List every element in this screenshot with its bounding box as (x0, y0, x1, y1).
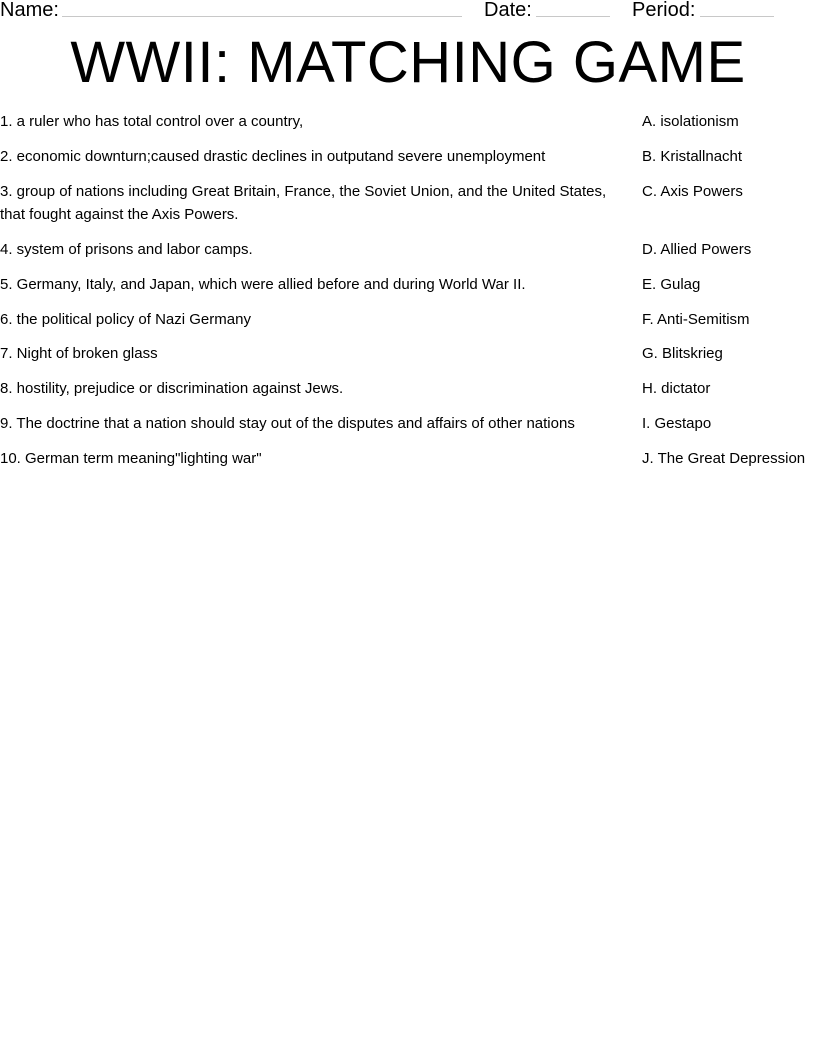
clue-2: 2. economic downturn;caused drastic declines in outputand severe unemployment (0, 148, 546, 165)
clue-3: 3. group of nations including Great Britain, France, the Soviet Union, and the United States, that fought against the Axis Powers. (0, 183, 607, 223)
student-info-header (0, 0, 816, 23)
clue-6: 6. the political policy of Nazi Germany (0, 311, 251, 328)
period-blank-line[interactable] (700, 16, 774, 17)
answer-f: F. Anti-Semitism (642, 311, 750, 328)
answer-i: I. Gestapo (642, 415, 712, 432)
answer-h: H. dictator (642, 380, 711, 397)
date-label: Date: (484, 0, 532, 21)
answer-c: C. Axis Powers (642, 183, 743, 200)
page-title: WWII: MATCHING GAME (70, 30, 746, 95)
clue-9: 9. The doctrine that a nation should stay out of the disputes and affairs of other nations (0, 415, 575, 432)
answer-b: B. Kristallnacht (642, 148, 743, 165)
date-blank-line[interactable] (536, 16, 610, 17)
clue-1: 1. a ruler who has total control over a country, (0, 113, 304, 130)
name-label: Name: (0, 0, 59, 21)
answer-g: G. Blitskrieg (642, 345, 723, 362)
clue-4: 4. system of prisons and labor camps. (0, 241, 253, 258)
answer-d: D. Allied Powers (642, 241, 752, 258)
answer-e: E. Gulag (642, 276, 701, 293)
answer-j: J. The Great Depression (642, 450, 806, 467)
clue-8: 8. hostility, prejudice or discrimination against Jews. (0, 380, 344, 397)
clue-7: 7. Night of broken glass (0, 345, 158, 362)
clue-10: 10. German term meaning"lighting war" (0, 450, 262, 467)
period-label: Period: (632, 0, 696, 21)
name-blank-line[interactable] (62, 16, 462, 17)
clue-5: 5. Germany, Italy, and Japan, which were allied before and during World War II. (0, 276, 526, 293)
answer-a: A. isolationism (642, 113, 739, 130)
